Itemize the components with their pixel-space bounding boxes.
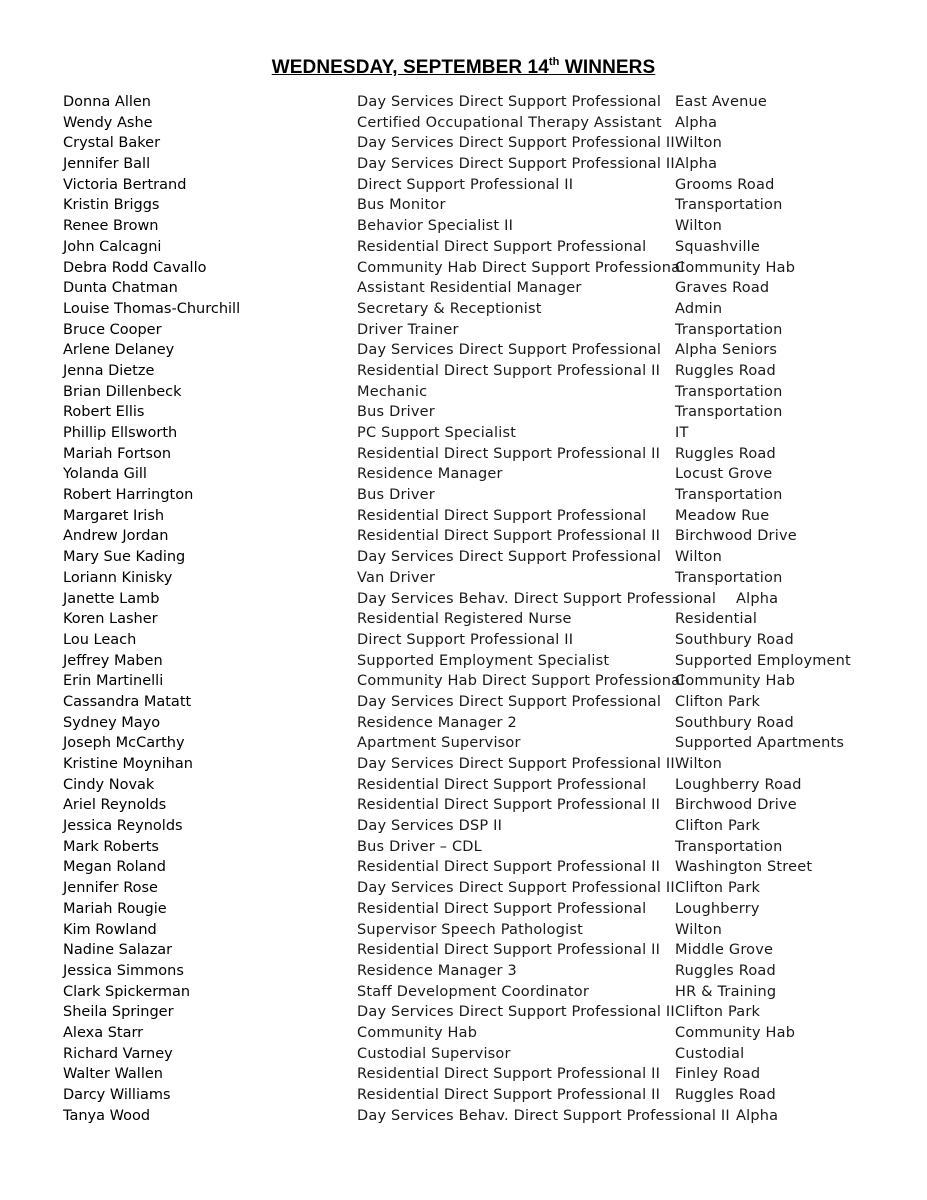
winner-position: Direct Support Professional II	[357, 176, 574, 193]
winner-location: Meadow Rue	[675, 507, 770, 524]
winner-position: Community Hab Direct Support Professional	[357, 673, 685, 690]
winner-row	[63, 651, 923, 672]
winner-row	[63, 630, 923, 651]
winner-position: Direct Support Professional II	[357, 631, 574, 648]
winner-position: Staff Development Coordinator	[357, 983, 590, 1000]
winner-position: Day Services Direct Support Professional II	[357, 880, 675, 897]
winners-list	[63, 92, 923, 1126]
winner-name: Mariah Fortson	[63, 445, 172, 462]
winner-position: Custodial Supervisor	[357, 1045, 511, 1062]
title-superscript: th	[548, 56, 560, 68]
winner-row	[63, 568, 923, 589]
winner-location: Admin	[675, 300, 723, 317]
winner-position: Driver Trainer	[357, 321, 459, 338]
winner-name: Debra Rodd Cavallo	[63, 259, 207, 276]
winner-row	[63, 299, 923, 320]
winner-row	[63, 878, 923, 899]
winner-row	[63, 733, 923, 754]
winner-location: Wilton	[675, 756, 723, 772]
winner-location: Southbury Road	[675, 714, 794, 731]
winner-position: Residential Direct Support Professional II	[357, 362, 661, 379]
winner-location: Alpha	[675, 156, 718, 173]
winner-location: Birchwood Drive	[675, 528, 797, 545]
winner-position: Residential Direct Support Professional	[357, 776, 647, 793]
winner-name: Loriann Kinisky	[63, 569, 173, 586]
winner-position: Residential Direct Support Professional II	[357, 942, 661, 959]
winner-position: Secretary & Receptionist	[357, 300, 542, 317]
winner-position: Day Services Direct Support Professional II	[357, 756, 675, 772]
winner-position: Residential Direct Support Professional II	[357, 797, 661, 814]
winner-location: Transportation	[675, 569, 783, 586]
winner-location: HR & Training	[675, 983, 777, 1000]
winner-location: Residential	[675, 611, 758, 628]
winner-name: Margaret Irish	[63, 507, 165, 524]
winner-name: Walter Wallen	[63, 1066, 163, 1083]
winner-row	[63, 444, 923, 465]
winner-name: Arlene Delaney	[63, 342, 175, 359]
winner-row	[63, 754, 923, 775]
winner-row	[63, 340, 923, 361]
winner-row	[63, 1002, 923, 1023]
winner-row	[63, 175, 923, 196]
winner-name: Nadine Salazar	[63, 942, 173, 959]
winner-location: Custodial	[675, 1045, 745, 1062]
winner-location: Transportation	[675, 404, 783, 421]
winner-location: Washington Street	[675, 859, 813, 876]
winner-row	[63, 382, 923, 403]
winner-position: Behavior Specialist II	[357, 218, 514, 235]
winner-position: Residence Manager 3	[357, 962, 517, 979]
winner-location: Loughberry Road	[675, 776, 802, 793]
winner-position: Assistant Residential Manager	[357, 280, 582, 297]
winner-name: Wendy Ashe	[63, 114, 153, 131]
winner-location: Supported Employment	[675, 652, 851, 669]
winner-position: Day Services Direct Support Professional	[357, 94, 662, 110]
winner-row	[63, 1023, 923, 1044]
winner-row	[63, 1044, 923, 1065]
winner-location: Clifton Park	[675, 1004, 761, 1021]
winner-name: Darcy Williams	[63, 1087, 171, 1103]
winner-position: Residential Direct Support Professional	[357, 238, 647, 255]
winner-position: Mechanic	[357, 383, 428, 400]
winner-position: Bus Driver	[357, 487, 435, 504]
winner-name: Jennifer Rose	[63, 880, 158, 897]
winner-position: Day Services Direct Support Professional	[357, 693, 662, 710]
winner-location: Finley Road	[675, 1066, 761, 1083]
winner-location: Squashville	[675, 238, 761, 255]
winner-location: Community Hab	[675, 673, 796, 690]
winner-location: Transportation	[675, 487, 783, 504]
winner-position: Bus Monitor	[357, 197, 446, 214]
winner-location: Wilton	[675, 921, 723, 938]
winner-row	[63, 195, 923, 216]
winner-row	[63, 982, 923, 1003]
winner-position: Residential Direct Support Professional II	[357, 1066, 661, 1083]
winner-name: Victoria Bertrand	[63, 176, 187, 193]
winner-name: Sydney Mayo	[63, 714, 161, 731]
winner-name: Mary Sue Kading	[63, 549, 186, 566]
winner-row	[63, 133, 923, 154]
winner-position: Residence Manager	[357, 466, 503, 483]
winner-position: Day Services DSP II	[357, 818, 503, 835]
winner-row	[63, 258, 923, 279]
winner-location: Locust Grove	[675, 466, 773, 483]
winner-position: Day Services Behav. Direct Support Professional	[357, 590, 717, 607]
winner-row	[63, 940, 923, 961]
winner-row	[63, 485, 923, 506]
winner-row	[63, 113, 923, 134]
winner-row	[63, 506, 923, 527]
winner-position: Community Hab	[357, 1024, 478, 1041]
winner-position: Residential Direct Support Professional	[357, 507, 647, 524]
winner-location: Ruggles Road	[675, 1087, 776, 1103]
winner-name: Clark Spickerman	[63, 983, 191, 1000]
winner-name: Robert Harrington	[63, 487, 194, 504]
winner-row	[63, 961, 923, 982]
winner-position: Day Services Direct Support Professional	[357, 342, 662, 359]
winner-position: Certified Occupational Therapy Assistant	[357, 114, 662, 131]
winner-position: Day Services Direct Support Professional II	[357, 156, 675, 173]
winner-location: Alpha	[736, 590, 779, 607]
winner-name: Dunta Chatman	[63, 280, 178, 297]
winner-row	[63, 237, 923, 258]
winner-name: Janette Lamb	[63, 590, 160, 607]
winner-position: Residential Direct Support Professional II	[357, 859, 661, 876]
winner-name: Jessica Simmons	[63, 962, 184, 979]
winner-name: Robert Ellis	[63, 404, 145, 421]
winner-location: Wilton	[675, 135, 723, 152]
winner-name: Jessica Reynolds	[63, 818, 183, 835]
winner-location: Grooms Road	[675, 176, 775, 193]
winner-row	[63, 464, 923, 485]
winner-row	[63, 526, 923, 547]
winner-row	[63, 1064, 923, 1085]
winner-position: Bus Driver – CDL	[357, 838, 482, 855]
winner-location: Transportation	[675, 838, 783, 855]
winner-location: Alpha	[675, 114, 718, 131]
winner-position: Day Services Direct Support Professional II	[357, 1004, 675, 1021]
winner-location: Transportation	[675, 197, 783, 214]
winner-location: Transportation	[675, 383, 783, 400]
winner-location: Clifton Park	[675, 818, 761, 835]
winner-location: Community Hab	[675, 259, 796, 276]
winner-row	[63, 857, 923, 878]
winner-location: Alpha	[736, 1107, 779, 1124]
winner-name: Kristin Briggs	[63, 197, 160, 214]
winner-row	[63, 899, 923, 920]
winner-row	[63, 713, 923, 734]
winner-row	[63, 320, 923, 341]
winner-location: Birchwood Drive	[675, 797, 797, 814]
winner-name: Kristine Moynihan	[63, 756, 193, 772]
winner-name: Tanya Wood	[63, 1107, 151, 1124]
winner-name: Cassandra Matatt	[63, 693, 192, 710]
winner-name: Joseph McCarthy	[63, 735, 185, 752]
winner-position: Supported Employment Specialist	[357, 652, 610, 669]
winner-name: Koren Lasher	[63, 611, 158, 628]
winner-position: Residential Direct Support Professional II	[357, 445, 661, 462]
winner-row	[63, 920, 923, 941]
winner-name: Andrew Jordan	[63, 528, 169, 545]
winner-position: PC Support Specialist	[357, 425, 517, 441]
winner-name: Alexa Starr	[63, 1024, 144, 1041]
winner-position: Residential Registered Nurse	[357, 611, 572, 628]
winner-name: Brian Dillenbeck	[63, 383, 182, 400]
winner-row	[63, 154, 923, 175]
winner-name: Ariel Reynolds	[63, 797, 167, 814]
winner-location: East Avenue	[675, 94, 767, 110]
winner-position: Community Hab Direct Support Professional	[357, 259, 685, 276]
winner-position: Supervisor Speech Pathologist	[357, 921, 584, 938]
winner-row	[63, 402, 923, 423]
winner-location: Clifton Park	[675, 880, 761, 897]
winner-location: Transportation	[675, 321, 783, 338]
winner-position: Day Services Behav. Direct Support Professional II	[357, 1107, 730, 1124]
winner-location: Ruggles Road	[675, 445, 776, 462]
winner-name: Donna Allen	[63, 94, 151, 110]
winner-location: Ruggles Road	[675, 362, 776, 379]
winner-row	[63, 92, 923, 113]
winner-name: Phillip Ellsworth	[63, 425, 178, 441]
winner-row	[63, 816, 923, 837]
winner-name: Kim Rowland	[63, 921, 157, 938]
winner-location: Loughberry	[675, 900, 760, 917]
winner-name: Mark Roberts	[63, 838, 159, 855]
winner-row	[63, 1085, 923, 1106]
winner-location: IT	[675, 425, 689, 441]
winner-row	[63, 361, 923, 382]
winner-location: Middle Grove	[675, 942, 774, 959]
page-title	[0, 57, 927, 79]
winner-position: Residential Direct Support Professional II	[357, 528, 661, 545]
winner-row	[63, 795, 923, 816]
title-main: WEDNESDAY, SEPTEMBER 14	[271, 57, 549, 78]
winner-name: Jenna Dietze	[63, 362, 155, 379]
winner-name: Bruce Cooper	[63, 321, 162, 338]
winner-position: Van Driver	[357, 569, 436, 586]
winner-row	[63, 216, 923, 237]
winner-position: Residential Direct Support Professional	[357, 900, 647, 917]
winner-location: Ruggles Road	[675, 962, 776, 979]
winner-row	[63, 1106, 923, 1127]
winner-position: Day Services Direct Support Professional	[357, 549, 662, 566]
winner-name: John Calcagni	[63, 238, 162, 255]
winner-location: Alpha Seniors	[675, 342, 778, 359]
winner-row	[63, 609, 923, 630]
winner-row	[63, 692, 923, 713]
winner-location: Southbury Road	[675, 631, 794, 648]
winner-position: Bus Driver	[357, 404, 435, 421]
winner-row	[63, 671, 923, 692]
winner-name: Yolanda Gill	[63, 466, 147, 483]
winner-row	[63, 589, 923, 610]
winner-name: Richard Varney	[63, 1045, 173, 1062]
winner-position: Residential Direct Support Professional II	[357, 1087, 661, 1103]
winner-name: Lou Leach	[63, 631, 137, 648]
winner-location: Wilton	[675, 549, 723, 566]
winner-name: Cindy Novak	[63, 776, 155, 793]
winner-name: Sheila Springer	[63, 1004, 174, 1021]
winner-row	[63, 547, 923, 568]
winner-row	[63, 423, 923, 444]
winner-position: Apartment Supervisor	[357, 735, 521, 752]
winner-name: Mariah Rougie	[63, 900, 167, 917]
winner-name: Jeffrey Maben	[63, 652, 163, 669]
winner-row	[63, 837, 923, 858]
winner-name: Louise Thomas-Churchill	[63, 300, 241, 317]
winner-location: Wilton	[675, 218, 723, 235]
winner-row	[63, 278, 923, 299]
winner-name: Renee Brown	[63, 218, 159, 235]
winner-position: Day Services Direct Support Professional II	[357, 135, 675, 152]
winner-location: Clifton Park	[675, 693, 761, 710]
winner-position: Residence Manager 2	[357, 714, 517, 731]
winner-name: Megan Roland	[63, 859, 166, 876]
winner-location: Supported Apartments	[675, 735, 845, 752]
winner-name: Jennifer Ball	[63, 156, 151, 173]
winner-name: Crystal Baker	[63, 135, 161, 152]
winner-row	[63, 775, 923, 796]
winner-name: Erin Martinelli	[63, 673, 164, 690]
winner-location: Community Hab	[675, 1024, 796, 1041]
winner-location: Graves Road	[675, 280, 770, 297]
title-tail: WINNERS	[559, 57, 656, 78]
